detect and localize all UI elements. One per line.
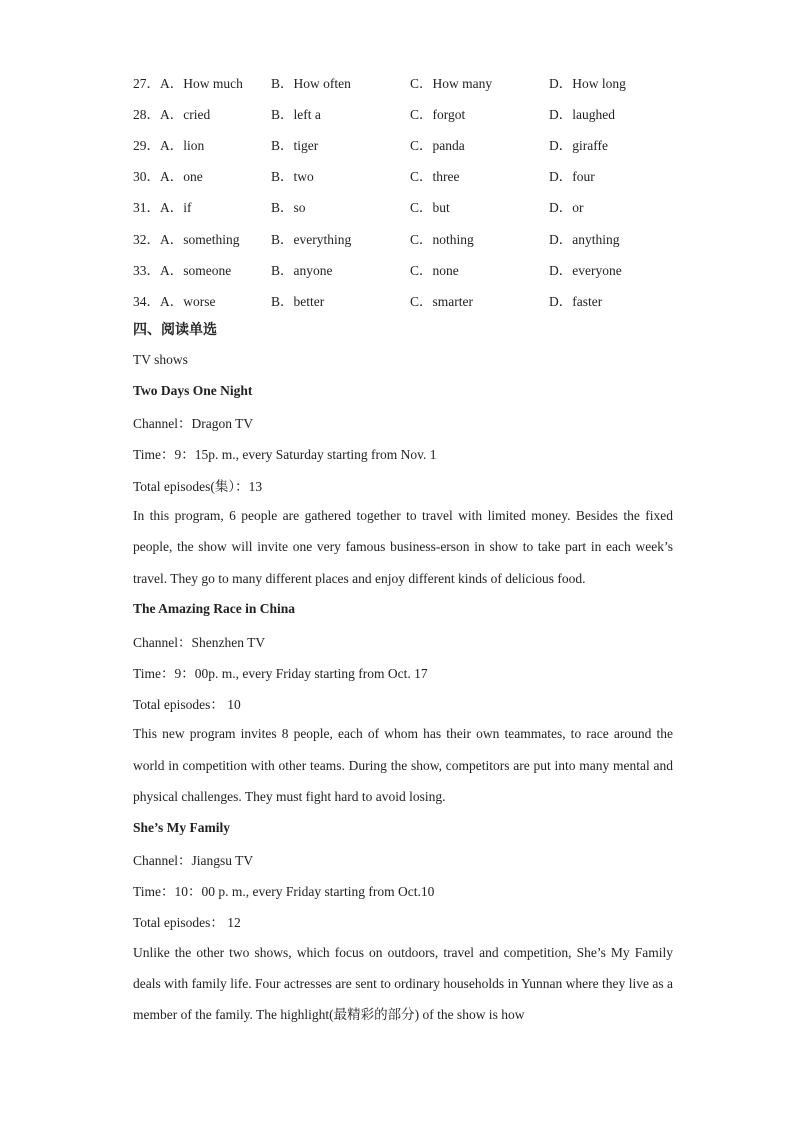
show-episodes: Total episodes： 12: [133, 915, 241, 931]
option-d: D．faster: [549, 293, 603, 309]
show-title: Two Days One Night: [133, 382, 253, 398]
show-time: Time：9：00p. m., every Friday starting from Oct. 17: [133, 665, 428, 681]
question-row-32: [133, 222, 693, 253]
section-heading: 四、阅读单选: [133, 321, 217, 338]
option-c: C．none: [410, 262, 459, 278]
option-d: D．or: [549, 200, 584, 216]
question-row-30: [133, 160, 693, 191]
option-a: 27．A．How much: [133, 75, 243, 91]
option-b: B．better: [271, 293, 325, 309]
option-b: B．How often: [271, 75, 351, 91]
question-number: 29．: [133, 137, 160, 153]
show-channel: Channel：Jiangsu TV: [133, 852, 254, 868]
option-c: C．forgot: [410, 106, 466, 122]
show-channel: Channel：Dragon TV: [133, 416, 254, 432]
show-channel: Channel：Shenzhen TV: [133, 634, 266, 650]
option-b: B．tiger: [271, 137, 319, 153]
option-a: 28．A．cried: [133, 106, 211, 122]
question-row-34: [133, 284, 693, 315]
option-c: C．panda: [410, 137, 465, 153]
question-number: 30．: [133, 169, 160, 185]
question-number: 28．: [133, 106, 160, 122]
reading-section: [133, 313, 673, 1030]
option-d: D．laughed: [549, 106, 615, 122]
option-a: 29．A．lion: [133, 137, 205, 153]
option-a: 30．A．one: [133, 169, 203, 185]
show-episodes: Total episodes： 10: [133, 696, 241, 712]
show-description: Unlike the other two shows, which focus on outdoors, travel and competition, She’s My Family deals with family life. Four actresses are sent to ordinary households in Yunnan where they live as a member of the family. The highlight(最精彩的部分) of the show is how: [133, 944, 673, 1023]
show-episodes: Total episodes(集）：13: [133, 478, 263, 494]
option-d: D．four: [549, 169, 595, 185]
option-b: B．anyone: [271, 262, 333, 278]
choice-questions: [133, 66, 693, 316]
show-block-2: [133, 594, 673, 812]
option-b: B．everything: [271, 231, 352, 247]
option-d: D．everyone: [549, 262, 622, 278]
option-a: 33．A．someone: [133, 262, 232, 278]
question-number: 32．: [133, 231, 160, 247]
option-c: C．nothing: [410, 231, 474, 247]
option-a: 32．A．something: [133, 231, 240, 247]
question-number: 31．: [133, 200, 160, 216]
option-d: D．How long: [549, 75, 626, 91]
option-c: C．How many: [410, 75, 493, 91]
option-b: B．left a: [271, 106, 321, 122]
show-title: The Amazing Race in China: [133, 601, 296, 617]
option-b: B．so: [271, 200, 306, 216]
show-description: In this program, 6 people are gathered together to travel with limited money. Besides the fixed people, the show will invite one very famous business-erson in show to take part in each week’s travel. They go to many different places and enjoy different kinds of delicious food.: [133, 508, 673, 586]
question-row-31: [133, 191, 693, 222]
option-c: C．smarter: [410, 293, 473, 309]
question-row-33: [133, 253, 693, 284]
question-number: 27．: [133, 75, 160, 91]
option-a: 34．A．worse: [133, 293, 216, 309]
option-a: 31．A．if: [133, 200, 192, 216]
option-c: C．three: [410, 169, 460, 185]
option-d: D．anything: [549, 231, 620, 247]
show-time: Time：9：15p. m., every Saturday starting from Nov. 1: [133, 447, 437, 463]
section-intro: TV shows: [133, 351, 188, 367]
question-row-28: [133, 97, 693, 128]
question-number: 33．: [133, 262, 160, 278]
show-description: This new program invites 8 people, each of whom has their own teammates, to race around the world in competition with other teams. During the show, competitors are put into many mental and physical challenges. They must fight hard to avoid losing.: [133, 726, 673, 804]
question-row-27: [133, 66, 693, 97]
show-time: Time：10：00 p. m., every Friday starting from Oct.10: [133, 884, 435, 900]
show-title: She’s My Family: [133, 819, 230, 835]
question-number: 34．: [133, 293, 160, 309]
question-row-29: [133, 128, 693, 159]
option-b: B．two: [271, 169, 314, 185]
show-block-1: [133, 375, 673, 593]
show-block-3: [133, 812, 673, 1030]
option-c: C．but: [410, 200, 450, 216]
option-d: D．giraffe: [549, 137, 608, 153]
